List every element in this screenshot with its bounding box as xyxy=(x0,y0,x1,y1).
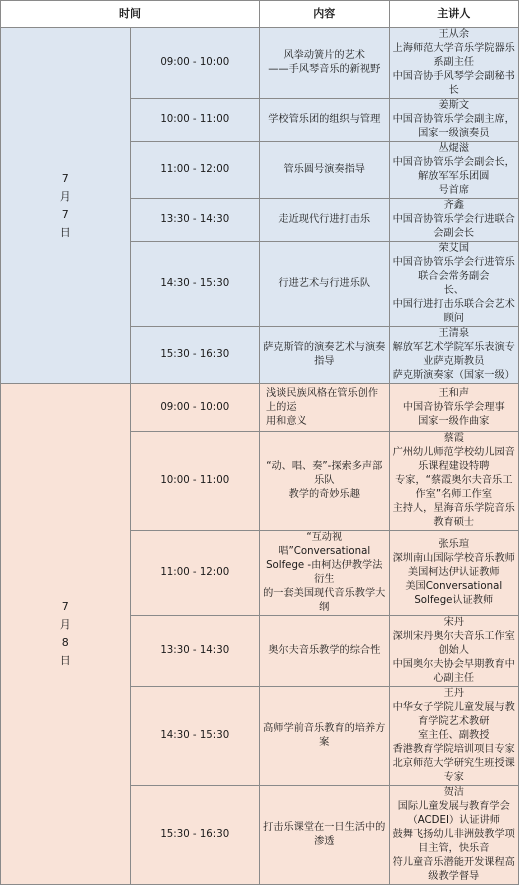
topic-line: 高师学前音乐教育的培养方案 xyxy=(263,723,386,748)
speaker-title-line: 国际儿童发展与教育学会（ACDEI）认证讲师 xyxy=(397,801,510,826)
speaker-name: 宋丹 xyxy=(443,617,464,628)
session-speaker xyxy=(389,432,519,531)
session-topic xyxy=(260,242,390,327)
topic-line: 浅谈民族风格在管乐创作上的运 xyxy=(266,387,379,413)
topic-line: “动、唱、奏”-探索多声部乐队 xyxy=(266,461,383,486)
speaker-title-line: 专家，“蔡霞奥尔夫音乐工作室”名师工作室 xyxy=(395,475,513,500)
speaker-title-line: 深圳南山国际学校音乐教师 xyxy=(392,553,515,564)
date-char: 月 xyxy=(59,618,71,631)
header-time: 时间 xyxy=(1,1,260,28)
session-topic xyxy=(260,616,390,687)
session-topic xyxy=(260,327,390,384)
speaker-title-line: 上海师范大学音乐学院器乐系副主任 xyxy=(392,43,515,68)
topic-line: “互动视唱”Conversational xyxy=(278,532,371,557)
speaker-title-line: 中国音协管乐学会理事 xyxy=(402,401,505,413)
session-speaker xyxy=(389,28,519,99)
session-time: 10:00 - 11:00 xyxy=(130,99,260,142)
session-speaker xyxy=(389,327,519,384)
date-char: 日 xyxy=(59,225,71,239)
speaker-name: 荣艾国 xyxy=(438,243,470,254)
session-topic xyxy=(260,384,390,432)
session-time: 14:30 - 15:30 xyxy=(130,687,260,786)
speaker-title-line: 主持人，星海音乐学院音乐教育硕士 xyxy=(392,503,515,528)
session-topic xyxy=(260,142,390,199)
topic-line: Solfege -由柯达伊教学法衍生 xyxy=(266,560,383,585)
session-speaker xyxy=(389,531,519,616)
session-row xyxy=(1,28,519,99)
header-speaker: 主讲人 xyxy=(389,1,519,28)
session-speaker xyxy=(389,687,519,786)
session-time: 11:00 - 12:00 xyxy=(130,142,260,199)
session-time: 15:30 - 16:30 xyxy=(130,327,260,384)
speaker-name: 张乐瑄 xyxy=(438,539,470,550)
speaker-name: 蔡霞 xyxy=(443,433,464,444)
speaker-title-line: 中国音协管乐学会行进联合会副会长 xyxy=(392,214,515,239)
session-time: 11:00 - 12:00 xyxy=(130,531,260,616)
speaker-title-line: 萨克斯演奏家（国家一级） xyxy=(392,370,515,381)
topic-line: 教学的奇妙乐趣 xyxy=(288,489,360,500)
header-row xyxy=(1,1,519,28)
session-topic xyxy=(260,28,390,99)
speaker-name: 丛焜滋 xyxy=(438,143,470,154)
topic-line: ——手风琴音乐的新视野 xyxy=(268,64,381,75)
date-char: 7 xyxy=(61,600,69,613)
session-time: 13:30 - 14:30 xyxy=(130,616,260,687)
day-date xyxy=(1,384,131,885)
topic-line: 走近现代行进打击乐 xyxy=(278,214,371,225)
topic-line: 打击乐课堂在一日生活中的渗透 xyxy=(263,822,386,847)
speaker-title-line: 鼓舞飞扬幼儿非洲鼓教学项目主管，快乐音 xyxy=(392,829,515,854)
speaker-name: 贺洁 xyxy=(443,787,464,798)
session-speaker xyxy=(389,786,519,885)
speaker-title-line: 室主任、副教授 xyxy=(418,730,490,741)
session-topic xyxy=(260,99,390,142)
session-speaker xyxy=(389,99,519,142)
schedule-body xyxy=(1,28,519,885)
topic-line: 行进艺术与行进乐队 xyxy=(278,278,371,289)
date-char: 7 xyxy=(61,207,69,221)
speaker-title-line: 中国音协管乐学会行进管乐联合会常务副会 xyxy=(392,257,515,282)
session-speaker xyxy=(389,199,519,242)
session-row xyxy=(1,384,519,432)
speaker-title-line: 长、 xyxy=(443,285,464,296)
session-topic xyxy=(260,786,390,885)
topic-line: 风拳动簧片的艺术 xyxy=(283,50,365,61)
session-time: 09:00 - 10:00 xyxy=(130,384,260,432)
speaker-title-line: 符儿童音乐潜能开发课程高级教学督导 xyxy=(392,857,515,882)
session-topic xyxy=(260,199,390,242)
topic-line: 萨克斯管的演奏艺术与演奏指导 xyxy=(263,342,386,367)
speaker-name: 王丹 xyxy=(443,688,464,699)
session-time: 14:30 - 15:30 xyxy=(130,242,260,327)
speaker-title-line: 北京师范大学研究生班授课专家 xyxy=(392,758,515,783)
speaker-title-line: 中国音协管乐学会副会长，解放军军乐团圆 xyxy=(392,157,515,182)
session-time: 09:00 - 10:00 xyxy=(130,28,260,99)
speaker-title-line: 香港教育学院培训项目专家 xyxy=(392,744,515,755)
header-content: 内容 xyxy=(260,1,390,28)
speaker-name: 王和声 xyxy=(438,387,470,399)
speaker-title-line: 中国行进打击乐联合会艺术顾问 xyxy=(392,299,515,324)
topic-line: 的一套美国现代音乐教学大纲 xyxy=(263,588,386,613)
session-time: 15:30 - 16:30 xyxy=(130,786,260,885)
speaker-title-line: 美国柯达伊认证教师 xyxy=(407,567,500,578)
speaker-title-line: 美国Conversational Solfege认证教师 xyxy=(405,581,503,606)
session-topic xyxy=(260,531,390,616)
session-speaker xyxy=(389,142,519,199)
date-char: 8 xyxy=(61,636,69,649)
speaker-name: 王清泉 xyxy=(438,328,470,339)
speaker-title-line: 深圳宋丹奥尔夫音乐工作室创始人 xyxy=(392,631,515,656)
speaker-title-line: 中华女子学院儿童发展与教育学院艺术教研 xyxy=(392,702,515,727)
topic-line: 奥尔夫音乐教学的综合性 xyxy=(268,645,381,656)
speaker-name: 王从余 xyxy=(438,29,470,40)
date-char: 7 xyxy=(61,171,69,185)
session-time: 13:30 - 14:30 xyxy=(130,199,260,242)
topic-line: 用和意义 xyxy=(266,415,307,427)
topic-line: 学校管乐团的组织与管理 xyxy=(268,114,381,125)
session-speaker xyxy=(389,616,519,687)
speaker-title-line: 号首席 xyxy=(438,185,470,196)
speaker-title-line: 中国音协手风琴学会副秘书长 xyxy=(392,71,515,96)
speaker-title-line: 广州幼儿师范学校幼儿园音乐课程建设特聘 xyxy=(392,447,515,472)
day-date xyxy=(1,28,131,384)
speaker-name: 齐鑫 xyxy=(443,200,464,211)
speaker-title-line: 解放军艺术学院军乐表演专业萨克斯教员 xyxy=(392,342,515,367)
speaker-name: 姜斯文 xyxy=(438,100,470,111)
session-topic xyxy=(260,687,390,786)
session-time: 10:00 - 11:00 xyxy=(130,432,260,531)
session-topic xyxy=(260,432,390,531)
speaker-title-line: 中国音协管乐学会副主席，国家一级演奏员 xyxy=(392,114,515,139)
session-speaker xyxy=(389,242,519,327)
session-speaker xyxy=(389,384,519,432)
speaker-title-line: 中国奥尔夫协会早期教育中心副主任 xyxy=(392,659,515,684)
speaker-title-line: 国家一级作曲家 xyxy=(418,415,490,427)
date-char: 月 xyxy=(59,189,71,203)
topic-line: 管乐圆号演奏指导 xyxy=(283,164,365,175)
date-char: 日 xyxy=(59,654,71,667)
